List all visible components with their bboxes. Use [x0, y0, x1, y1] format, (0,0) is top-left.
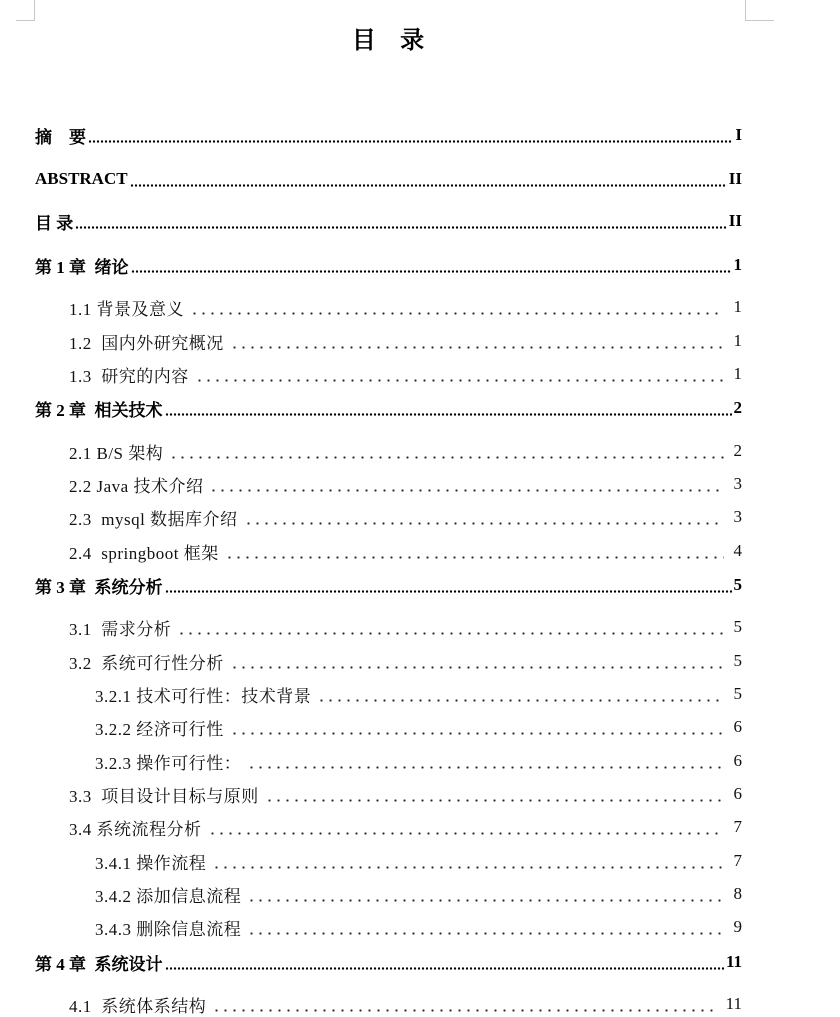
toc-leader: [190, 312, 724, 315]
toc-leader: [230, 732, 724, 735]
toc-entry-page: II: [728, 169, 742, 188]
toc-entry-label: 3.4 系统流程分析: [69, 819, 202, 839]
toc-entry-page: 2: [733, 441, 742, 460]
toc-entry[interactable]: [95, 714, 742, 740]
toc-entry-page: 1: [733, 255, 742, 274]
toc-entry-page: II: [728, 211, 742, 230]
toc-entry[interactable]: [69, 781, 742, 807]
toc-leader: [317, 699, 723, 702]
toc-entry[interactable]: [69, 648, 742, 674]
toc-entry-page: I: [735, 125, 742, 144]
toc-leader: [265, 799, 724, 802]
toc-entry-label: ABSTRACT: [35, 169, 128, 188]
toc-entry-page: 7: [733, 817, 742, 836]
toc-leader: [131, 270, 732, 273]
toc-entry-label: 第 1 章 绪论: [35, 257, 129, 277]
toc-entry-label: 第 3 章 系统分析: [35, 577, 163, 597]
toc-entry[interactable]: [95, 881, 742, 907]
toc-leader: [212, 866, 723, 869]
toc-entry-label: 1.2 国内外研究概况: [69, 333, 224, 353]
toc-entry[interactable]: [69, 471, 742, 497]
toc-leader: [212, 1009, 715, 1012]
toc-entry-page: 11: [725, 994, 742, 1013]
toc-entry-page: 5: [733, 651, 742, 670]
toc-leader: [247, 932, 723, 935]
toc-leader: [208, 832, 724, 835]
toc-entry-page: 1: [733, 297, 742, 316]
toc-leader: [209, 489, 723, 492]
toc-entry[interactable]: [35, 395, 742, 421]
toc-entry-page: 5: [733, 684, 742, 703]
toc-leader: [247, 766, 723, 769]
toc-leader: [230, 346, 724, 349]
toc-entry-label: 3.1 需求分析: [69, 619, 172, 639]
toc-leader: [169, 456, 723, 459]
toc-entry[interactable]: [69, 814, 742, 840]
toc-entry-label: 目 录: [35, 213, 74, 233]
toc-entry-label: 2.3 mysql 数据库介绍: [69, 509, 238, 529]
toc-leader: [165, 590, 732, 593]
toc-entry[interactable]: [35, 572, 742, 598]
toc-entry-page: 2: [733, 398, 742, 417]
toc-entry-label: 2.1 B/S 架构: [69, 443, 164, 463]
toc-entry-page: 6: [733, 751, 742, 770]
page-title: 目 录: [351, 26, 433, 54]
toc-entry-label: 3.2.3 操作可行性：: [95, 753, 242, 773]
toc-entry[interactable]: [95, 848, 742, 874]
toc-entry[interactable]: [69, 294, 742, 320]
toc-entry[interactable]: [35, 166, 742, 192]
toc-leader: [244, 522, 724, 525]
toc-entry[interactable]: [69, 991, 742, 1017]
toc-leader: [165, 967, 724, 970]
toc-entry-label: 2.4 springboot 框架: [69, 543, 219, 563]
toc-entry[interactable]: [95, 914, 742, 940]
toc-entry[interactable]: [35, 122, 742, 148]
toc-entry-label: 3.4.2 添加信息流程: [95, 886, 242, 906]
toc-entry-page: 3: [733, 507, 742, 526]
toc-entry-page: 8: [733, 884, 742, 903]
toc-entry[interactable]: [69, 438, 742, 464]
toc-entry[interactable]: [69, 614, 742, 640]
toc-entry-label: 1.3 研究的内容: [69, 366, 189, 386]
toc-entry-label: 3.2 系统可行性分析: [69, 653, 224, 673]
page-corner-mark-left: [16, 0, 35, 21]
toc-entry-label: 第 2 章 相关技术: [35, 400, 163, 420]
toc-entry-page: 6: [733, 784, 742, 803]
toc-entry-label: 1.1 背景及意义: [69, 299, 184, 319]
toc-entry[interactable]: [35, 949, 742, 975]
toc-entry-page: 5: [733, 617, 742, 636]
toc-entry-page: 3: [733, 474, 742, 493]
toc-leader: [230, 666, 724, 669]
toc-entry[interactable]: [69, 361, 742, 387]
toc-entry-page: 9: [733, 917, 742, 936]
toc-leader: [177, 632, 723, 635]
toc-entry-label: 3.4.3 删除信息流程: [95, 919, 242, 939]
toc-leader: [247, 899, 723, 902]
toc-leader: [225, 556, 724, 559]
toc-leader: [88, 140, 733, 143]
toc-leader: [130, 184, 727, 187]
toc-leader: [75, 226, 727, 229]
toc-entry-page: 5: [733, 575, 742, 594]
toc-entry-label: 2.2 Java 技术介绍: [69, 476, 204, 496]
toc-entry[interactable]: [69, 538, 742, 564]
toc-leader: [165, 413, 732, 416]
page-corner-mark-right: [745, 0, 774, 21]
toc-entry[interactable]: [95, 681, 742, 707]
toc-entry-page: 1: [733, 331, 742, 350]
toc-leader: [195, 379, 724, 382]
toc-entry-label: 3.2.1 技术可行性：技术背景: [95, 686, 312, 706]
toc-entry[interactable]: [69, 504, 742, 530]
toc-entry-page: 11: [725, 952, 742, 971]
toc-entry[interactable]: [69, 328, 742, 354]
toc-entry[interactable]: [35, 208, 742, 234]
toc-entry[interactable]: [35, 252, 742, 278]
toc-entry-page: 7: [733, 851, 742, 870]
toc-entry-label: 第 4 章 系统设计: [35, 954, 163, 974]
toc-entry[interactable]: [95, 748, 742, 774]
toc-entry-page: 1: [733, 364, 742, 383]
toc-entry-label: 3.3 项目设计目标与原则: [69, 786, 259, 806]
toc-entry-label: 3.2.2 经济可行性: [95, 719, 224, 739]
toc-entry-page: 6: [733, 717, 742, 736]
toc-entry-label: 摘 要: [35, 127, 86, 147]
toc-entry-page: 4: [733, 541, 742, 560]
toc-entry-label: 4.1 系统体系结构: [69, 996, 207, 1016]
toc-entry-label: 3.4.1 操作流程: [95, 853, 207, 873]
